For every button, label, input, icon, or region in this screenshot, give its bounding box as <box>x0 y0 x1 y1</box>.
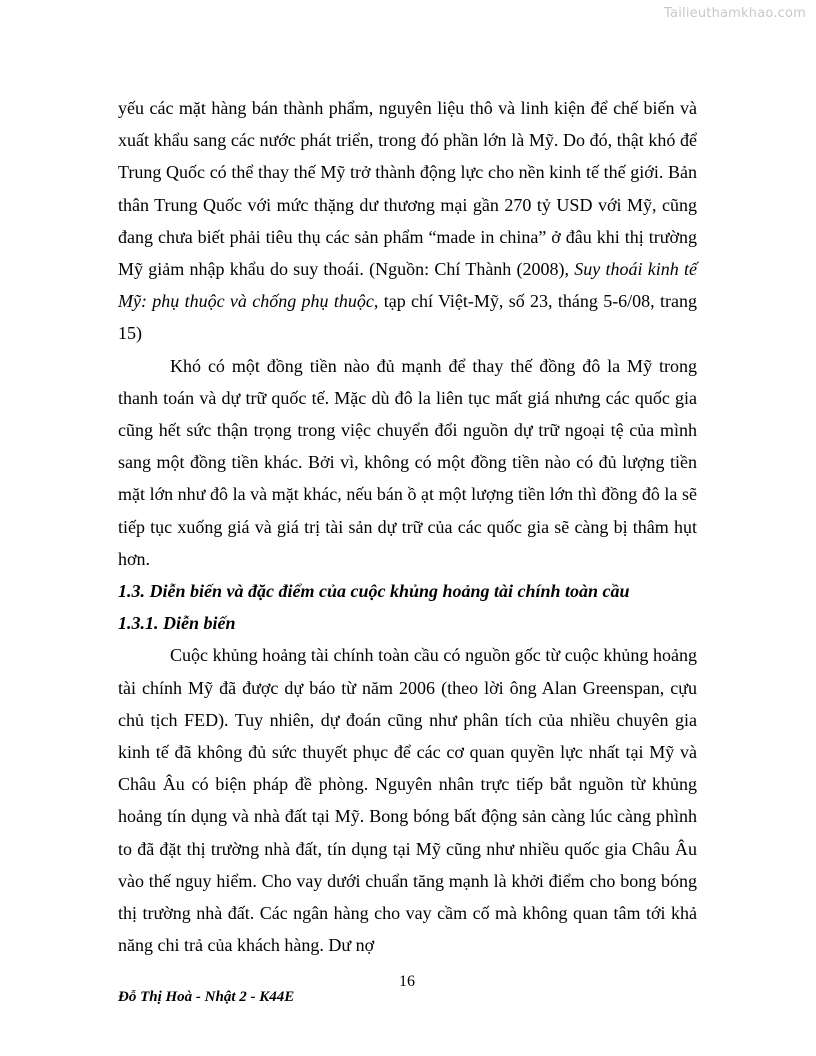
paragraph-text-end: , tạp chí Việt-Mỹ, số 23, tháng 5-6/08, trang 15) <box>118 291 697 344</box>
page-body <box>118 92 697 961</box>
paragraph-currency: Khó có một đồng tiền nào đủ mạnh để thay thế đồng đô la Mỹ trong thanh toán và dự trữ quốc tế. Mặc dù đô la liên tục mất giá nhưng các quốc gia cũng hết sức thận trọng trong việc chuyển đổi nguồn dự trữ ngoại tệ của mình sang một đồng tiền khác. Bởi vì, không có một đồng tiền nào có đủ lượng tiền mặt lớn như đô la và mặt khác, nếu bán ồ ạt một lượng tiền lớn thì đồng đô la sẽ tiếp tục xuống giá và giá trị tài sản dự trữ của các quốc gia sẽ càng bị thâm hụt hơn. <box>118 355 697 569</box>
footer-author: Đỗ Thị Hoà - Nhật 2 - K44E <box>118 989 295 1005</box>
paragraph-continuation <box>118 92 697 350</box>
paragraph-text: yếu các mặt hàng bán thành phẩm, nguyên liệu thô và linh kiện để chế biến và xuất khẩu sang các nước phát triển, trong đó phần lớn là Mỹ. Do đó, thật khó để Trung Quốc có thể thay thế Mỹ trở thành động lực cho nền kinh tế thế giới. Bản thân Trung Quốc với mức thặng dư thương mại gần 270 tỷ USD với Mỹ, cũng đang chưa biết phải tiêu thụ các sản phẩm “made in china” ở đâu khi thị trường Mỹ giảm nhập khẩu do suy thoái. (Nguồn: Chí Thành (2008), <box>118 98 697 280</box>
subsection-heading: 1.3.1. Diễn biến <box>118 613 236 634</box>
paragraph-crisis: Cuộc khủng hoảng tài chính toàn cầu có nguồn gốc từ cuộc khủng hoảng tài chính Mỹ đã được dự báo từ năm 2006 (theo lời ông Alan Greenspan, cựu chủ tịch FED). Tuy nhiên, dự đoán cũng như phân tích của nhiều chuyên gia kinh tế đã không đủ sức thuyết phục để các cơ quan quyền lực nhất tại Mỹ và Châu Âu có biện pháp đề phòng. Nguyên nhân trực tiếp bắt nguồn từ khủng hoảng tín dụng và nhà đất tại Mỹ. Bong bóng bất động sản càng lúc càng phình to đã đặt thị trường nhà đất, tín dụng tại Mỹ cũng như nhiều quốc gia Châu Âu vào thế nguy hiểm. Cho vay dưới chuẩn tăng mạnh là khởi điểm cho bong bóng thị trường nhà đất. Các ngân hàng cho vay cầm cố mà không quan tâm tới khả năng chi trả của khách hàng. Dư nợ <box>118 645 697 956</box>
section-heading: 1.3. Diễn biến và đặc điểm của cuộc khủng hoảng tài chính toàn cầu <box>118 581 630 602</box>
page-number: 16 <box>399 973 415 990</box>
citation-title: Suy thoái kinh tế Mỹ: phụ thuộc và chống phụ thuộc <box>118 259 697 312</box>
watermark-text: Tailieuthamkhao.com <box>664 6 806 21</box>
